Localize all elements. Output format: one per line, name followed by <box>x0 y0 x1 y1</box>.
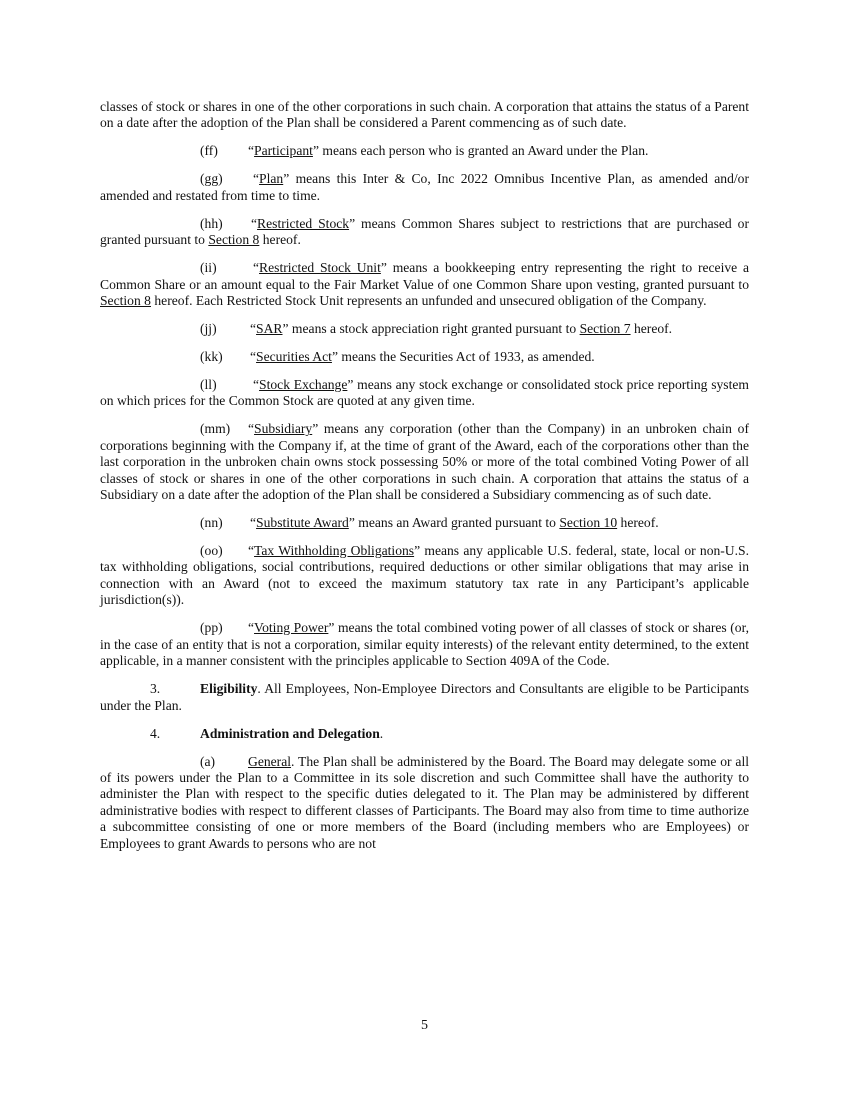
section-4-heading: 4. Administration and Delegation. <box>150 725 384 741</box>
definition-restricted-stock-unit: (ii) “Restricted Stock Unit” means a bookkeeping entry representing the right to receive a Common Share or an amount equal to the Fair Market Value of one Common Share upon vesting, granted pursuant to Section 8 hereof. Each Restricted Stock Unit represents an unfunded and unsecured obligation of the Company. <box>100 260 749 309</box>
defined-term: Participant <box>254 143 313 159</box>
definition-plan: (gg) “Plan” means this Inter & Co, Inc 2022 Omnibus Incentive Plan, as amended and/or amended and restated from time to time. <box>100 171 749 203</box>
section-4a-general: (a) General. The Plan shall be administered by the Board. The Board may delegate some or all of its powers under the Plan to a Committee in its sole discretion and such Committee shall have the authority to administer the Plan with respect to the specific duties delegated to it. The Plan may be administered by different administrative bodies with respect to different classes of Participants. The Board may also from time to time authorize a subcommittee consisting of one or more members of the Board (including members who are Employees) or Employees to grant Awards to persons who are not <box>100 753 749 851</box>
defined-term: Tax Withholding Obligations <box>254 543 415 559</box>
defined-term: Restricted Stock <box>257 215 350 231</box>
definition-participant: (ff) “Participant” means each person who is granted an Award under the Plan. <box>200 143 649 159</box>
page-number: 5 <box>421 1018 428 1033</box>
defined-term: Substitute Award <box>256 515 349 531</box>
defined-term: Restricted Stock Unit <box>259 260 381 276</box>
defined-term: Stock Exchange <box>259 377 348 393</box>
definition-sar: (jj) “SAR” means a stock appreciation right granted pursuant to Section 7 hereof. <box>200 321 673 337</box>
definition-tax-withholding-obligations: (oo) “Tax Withholding Obligations” means any applicable U.S. federal, state, local or non-U.S. tax withholding obligations, social contributions, required deductions or other similar obligations that may arise in connection with an Award (not to exceed the maximum statutory tax rate in any Participant’s applicable jurisdiction(s)). <box>100 543 749 608</box>
subsection-heading: General <box>248 753 292 769</box>
defined-term: SAR <box>256 321 283 337</box>
document-page <box>100 99 749 864</box>
section-reference: Section 10 <box>559 515 618 531</box>
section-reference: Section 8 <box>100 293 151 309</box>
defined-term: Securities Act <box>256 349 332 365</box>
definition-restricted-stock: (hh) “Restricted Stock” means Common Shares subject to restrictions that are purchased or granted pursuant to Section 8 hereof. <box>100 215 749 248</box>
section-heading: Eligibility <box>200 681 258 697</box>
defined-term: Subsidiary <box>254 421 313 437</box>
section-reference: Section 7 <box>579 321 631 337</box>
definition-voting-power: (pp) “Voting Power” means the total combined voting power of all classes of stock or shares (or, in the case of an entity that is not a corporation, similar equity interests) of the relevant entity determined, to the extent applicable, in a manner consistent with the principles applicable to Section 409A of the Code. <box>100 620 749 669</box>
section-heading: Administration and Delegation <box>200 725 380 741</box>
carry-over-paragraph: classes of stock or shares in one of the other corporations in such chain. A corporation that attains the status of a Parent on a date after the adoption of the Plan shall be considered a Parent commencing as of such date. <box>100 99 749 131</box>
defined-term: Voting Power <box>254 620 329 636</box>
definition-securities-act: (kk) “Securities Act” means the Securities Act of 1933, as amended. <box>200 349 595 365</box>
section-3-eligibility: 3. Eligibility. All Employees, Non-Employee Directors and Consultants are eligible to be Participants under the Plan. <box>100 681 749 713</box>
definition-subsidiary: (mm) “Subsidiary” means any corporation (other than the Company) in an unbroken chain of corporations beginning with the Company if, at the time of grant of the Award, each of the corporations other than the last corporation in the unbroken chain owns stock possessing 50% or more of the total combined Voting Power of all classes of stock or shares in one of the other corporations in such chain. A corporation that attains the status of a Subsidiary on a date after the adoption of the Plan shall be considered a Subsidiary commencing as of such date. <box>100 421 749 503</box>
defined-term: Plan <box>259 171 284 187</box>
definition-substitute-award: (nn) “Substitute Award” means an Award granted pursuant to Section 10 hereof. <box>200 515 659 531</box>
section-reference: Section 8 <box>208 232 260 248</box>
definition-stock-exchange: (ll) “Stock Exchange” means any stock exchange or consolidated stock price reporting system on which prices for the Common Stock are quoted at any given time. <box>100 377 749 409</box>
